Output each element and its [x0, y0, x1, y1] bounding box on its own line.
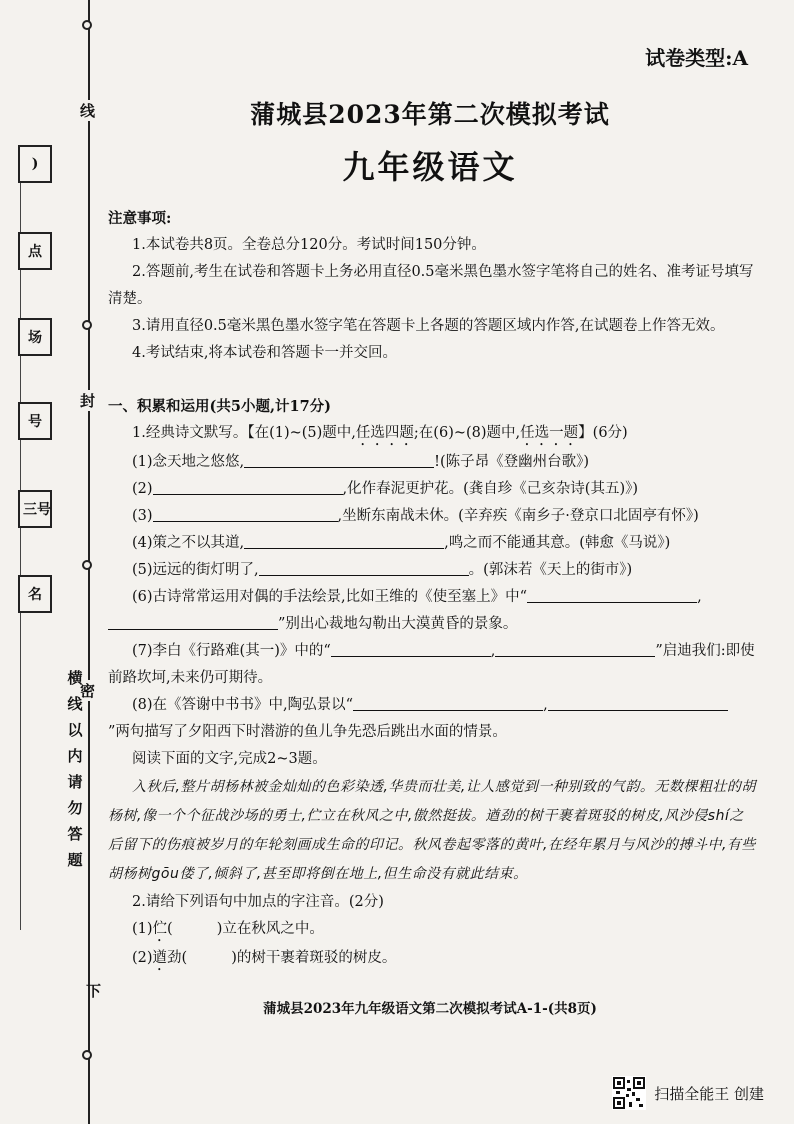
q1-text: 】(6分)	[578, 425, 628, 441]
answer-blank[interactable]	[153, 478, 343, 495]
item-text: 立在秋风之中。	[222, 921, 324, 937]
reading-passage: 入秋后,整片胡杨林被金灿灿的色彩染透,华贵而壮美,让人感觉到一种别致的气韵。无数棵粗壮的胡杨树,像一个个征战沙场的勇士,伫立在秋风之中,傲然挺拔。遒劲的树干裹着斑驳的树皮,风沙侵shí之后留下的伤痕被岁月的年轮刻画成生命的印记。秋风卷起零落的黄叶,在经年累月与风沙的搏斗中,有些胡杨树gōu偻了,倾斜了,甚至即将倒在地上,但生命没有就此结束。	[108, 779, 756, 882]
item-text: 的树干裹着斑驳的树皮。	[236, 950, 397, 966]
answer-blank[interactable]	[244, 532, 444, 549]
q1-text: ;在(6)~(8)题中,	[413, 425, 521, 441]
paren: (	[181, 950, 188, 966]
line-text: ,坐断东南战未休。(辛弃疾《南乡子·登京口北固亭有怀》)	[337, 508, 699, 524]
scanner-stamp-text: 扫描全能王 创建	[654, 1084, 764, 1103]
line-text: ”启迪我们:即使前路坎坷,未来仍可期待。	[108, 643, 755, 686]
line-text: (2)	[132, 481, 153, 497]
answer-blank[interactable]	[353, 694, 543, 711]
dotted-char: 伫	[152, 921, 168, 937]
dotted-char: 遒	[152, 950, 168, 966]
question-2-item-1	[108, 916, 758, 945]
line-text: (6)古诗常常运用对偶的手法绘景,比如王维的《使至塞上》中“	[132, 589, 528, 605]
fill-line-2	[108, 476, 758, 503]
fill-line-5	[108, 557, 758, 584]
binding-char-secret: 密	[80, 682, 96, 700]
answer-blank[interactable]	[548, 694, 728, 711]
fill-line-6: (6)古诗常常运用对偶的手法绘景,比如王维的《使至塞上》中“ , ”别出心裁地勾勒出大漠黄昏的景象。	[108, 584, 758, 638]
line-text: ,化作春泥更护花。(龚自珍《己亥杂诗(其五)》)	[342, 481, 639, 497]
binding-char-seal: 封	[80, 392, 96, 410]
answer-blank[interactable]	[331, 640, 491, 657]
exam-content	[108, 205, 758, 974]
fill-line-4	[108, 530, 758, 557]
fill-line-8: (8)在《答谢中书书》中,陶弘景以“ , ”两句描写了夕阳西下时潜游的鱼儿争先恐后跳出水面的情景。	[108, 692, 758, 746]
qr-code-icon	[612, 1076, 646, 1110]
paper-type: 试卷类型:A	[645, 46, 748, 70]
fill-line-7: (7)李白《行路难(其一)》中的“ , ”启迪我们:即使前路坎坷,未来仍可期待。	[108, 638, 758, 692]
line-text: (7)李白《行路难(其一)》中的“	[132, 643, 331, 659]
notice-item: 1.本试卷共8页。全卷总分120分。考试时间150分钟。	[132, 237, 486, 253]
line-text: 。(郭沫若《天上的街市》)	[468, 562, 633, 578]
line-text: !(陈子昂《登幽州台歌》)	[434, 454, 590, 470]
question-2-item-2	[108, 945, 758, 974]
notice-item: 3.请用直径0.5毫米黑色墨水签字笔在答题卡上各题的答题区域内作答,在试题卷上作答无效。	[132, 318, 725, 334]
binding-char-line: 线	[80, 102, 96, 120]
binding-fold-char: 下	[86, 982, 102, 1000]
binding-dot	[82, 320, 92, 330]
paren: )	[231, 950, 237, 966]
answer-blank[interactable]	[244, 451, 434, 468]
question-2: 2.请给下列语句中加点的字注音。(2分)	[132, 894, 384, 910]
line-text: (3)	[132, 508, 153, 524]
binding-box-exam-room: 场	[18, 318, 52, 356]
binding-box-class: )	[18, 145, 52, 183]
answer-blank[interactable]	[495, 640, 655, 657]
answer-blank[interactable]	[259, 559, 469, 576]
item-text: 劲	[167, 950, 182, 966]
binding-margin	[0, 0, 100, 1124]
q1-text: 1.经典诗文默写。【在(1)~(5)题中,	[132, 425, 356, 441]
fill-line-3	[108, 503, 758, 530]
line-text: ,鸣之而不能通其意。(韩愈《马说》)	[444, 535, 671, 551]
binding-box-prefix: 三	[23, 502, 37, 518]
answer-blank[interactable]	[527, 586, 697, 603]
line-text: (1)念天地之悠悠,	[132, 454, 245, 470]
question-1	[108, 420, 758, 449]
line-text: (4)策之不以其道,	[132, 535, 245, 551]
notice-item: 2.答题前,考生在试卷和答题卡上务必用直径0.5毫米黑色墨水签字笔将自己的姓名、准考证号填写清楚。	[108, 264, 754, 307]
binding-box-label: 号	[37, 502, 51, 518]
binding-dot	[82, 1050, 92, 1060]
reading-intro: 阅读下面的文字,完成2~3题。	[132, 751, 327, 767]
item-number: (2)	[132, 950, 153, 966]
exam-title: 蒲城县2023年第二次模拟考试	[250, 100, 610, 129]
binding-dot	[82, 20, 92, 30]
notice-item: 4.考试结束,将本试卷和答题卡一并交回。	[132, 345, 397, 361]
notice-heading: 注意事项:	[108, 210, 172, 227]
binding-dot	[82, 560, 92, 570]
pinyin-blank[interactable]	[173, 919, 217, 935]
line-text: ”两句描写了夕阳西下时潜游的鱼儿争先恐后跳出水面的情景。	[108, 724, 507, 740]
binding-box-exam-number	[18, 490, 52, 528]
paren: (	[167, 921, 173, 937]
exam-subtitle: 九年级语文	[342, 148, 518, 186]
line-text: (8)在《答谢中书书》中,陶弘景以“	[132, 697, 354, 713]
page-footer: 蒲城县2023年九年级语文第二次模拟考试A-1-(共8页)	[263, 1001, 597, 1017]
item-number: (1)	[132, 921, 153, 937]
answer-blank[interactable]	[108, 613, 278, 630]
binding-warning: 横线以内请勿答题	[67, 669, 83, 869]
line-text: ”别出心裁地勾勒出大漠黄昏的景象。	[278, 616, 518, 632]
binding-box-seat-number: 号	[18, 402, 52, 440]
scanner-stamp	[612, 1076, 764, 1110]
answer-blank[interactable]	[153, 505, 338, 522]
binding-box-exam-site: 点	[18, 232, 52, 270]
q1-emphasis: 任选一题	[520, 425, 579, 441]
q1-emphasis: 任选四题	[355, 425, 414, 441]
line-text: (5)远远的街灯明了,	[132, 562, 259, 578]
section-heading: 一、积累和运用(共5小题,计17分)	[108, 398, 332, 415]
fill-line-1	[108, 449, 758, 476]
binding-box-name: 名	[18, 575, 52, 613]
paren: )	[216, 921, 223, 937]
pinyin-blank[interactable]	[187, 948, 231, 964]
